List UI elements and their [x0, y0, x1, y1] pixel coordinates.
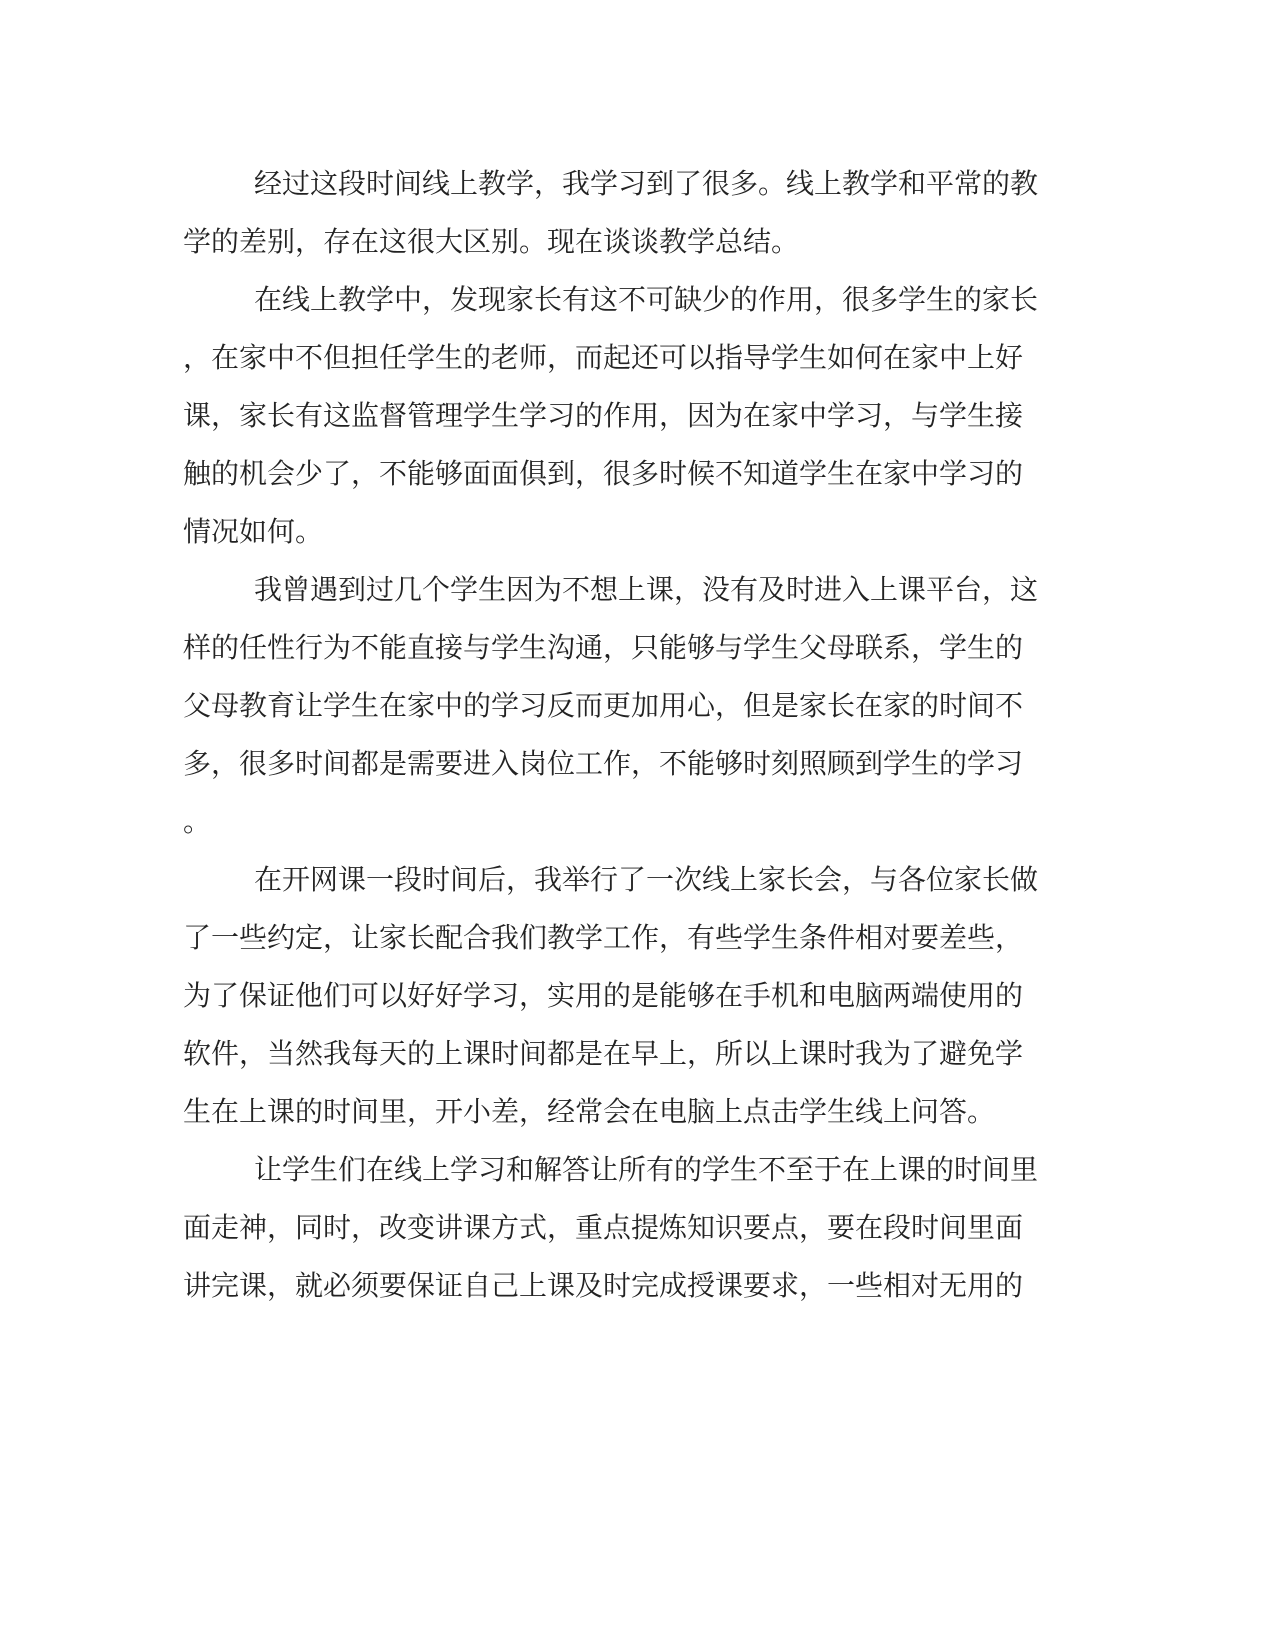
paragraph-4-line-2: 了一些约定，让家长配合我们教学工作，有些学生条件相对要差些，: [183, 921, 1024, 954]
paragraph-1-line-2: 学的差别，存在这很大区别。现在谈谈教学总结。: [183, 225, 800, 258]
paragraph-3-line-3: 父母教育让学生在家中的学习反而更加用心，但是家长在家的时间不: [183, 689, 1024, 722]
paragraph-2-line-3: 课，家长有这监督管理学生学习的作用，因为在家中学习，与学生接: [183, 399, 1024, 432]
paragraph-1-line-1: 经过这段时间线上教学，我学习到了很多。线上教学和平常的教: [254, 167, 1039, 200]
paragraph-3-line-1: 我曾遇到过几个学生因为不想上课，没有及时进入上课平台，这: [254, 573, 1039, 606]
paragraph-3-line-2: 样的任性行为不能直接与学生沟通，只能够与学生父母联系，学生的: [183, 631, 1024, 664]
paragraph-4-line-5: 生在上课的时间里，开小差，经常会在电脑上点击学生线上问答。: [183, 1095, 996, 1128]
paragraph-2-line-2: ，在家中不但担任学生的老师，而起还可以指导学生如何在家中上好: [183, 341, 1024, 374]
paragraph-4-line-3: 为了保证他们可以好好学习，实用的是能够在手机和电脑两端使用的: [183, 979, 1024, 1012]
body-text: [183, 155, 1043, 1315]
paragraph-5-line-3: 讲完课，就必须要保证自己上课及时完成授课要求，一些相对无用的: [183, 1269, 1024, 1302]
paragraph-5-line-2: 面走神，同时，改变讲课方式，重点提炼知识要点，要在段时间里面: [183, 1211, 1024, 1244]
paragraph-5-line-1: 让学生们在线上学习和解答让所有的学生不至于在上课的时间里: [254, 1153, 1039, 1186]
paragraph-4-line-1: 在开网课一段时间后，我举行了一次线上家长会，与各位家长做: [254, 863, 1039, 896]
paragraph-3-line-5: 。: [183, 805, 212, 838]
paragraph-4-line-4: 软件，当然我每天的上课时间都是在早上，所以上课时我为了避免学: [183, 1037, 1024, 1070]
paragraph-2-line-4: 触的机会少了，不能够面面俱到，很多时候不知道学生在家中学习的: [183, 457, 1024, 490]
paragraph-3-line-4: 多，很多时间都是需要进入岗位工作，不能够时刻照顾到学生的学习: [183, 747, 1024, 780]
paragraph-2-line-5: 情况如何。: [183, 515, 324, 548]
paragraph-2-line-1: 在线上教学中，发现家长有这不可缺少的作用，很多学生的家长: [254, 283, 1039, 316]
